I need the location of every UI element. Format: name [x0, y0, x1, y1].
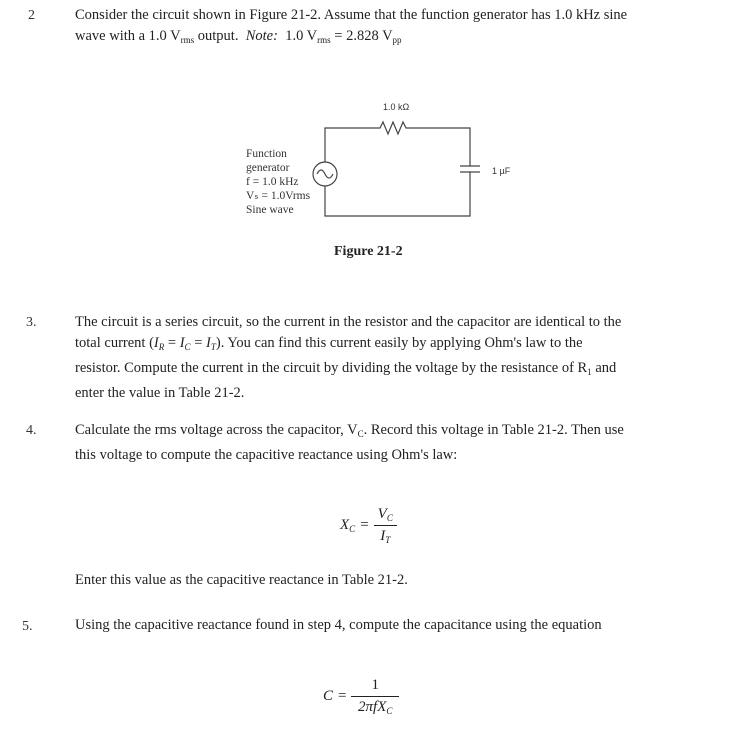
eq2-fraction	[351, 677, 399, 716]
sine-wave-icon	[317, 170, 333, 178]
step-2-line-2	[75, 26, 725, 51]
capacitance-equation	[323, 677, 399, 716]
step-3-line-3	[75, 358, 725, 383]
step-3-line-3-pre: resistor. Compute the current in the circuit by dividing the voltage by the resistance of R	[75, 360, 588, 376]
step-4-line-1-pre: Calculate the rms voltage across the capacitor, V	[75, 422, 358, 438]
current-ic-sub: C	[184, 342, 191, 352]
current-ir-sub: R	[158, 342, 165, 352]
step-number-2: 2	[28, 8, 35, 23]
eq1-equals: =	[360, 517, 369, 533]
step-4-after: Enter this value as the capacitive reactance in Table 21-2.	[75, 572, 408, 588]
r1-subscript: 1	[587, 367, 592, 377]
note-text: 1.0 V	[285, 28, 318, 44]
eq1-num-sub: C	[386, 513, 393, 523]
figure-caption: Figure 21-2	[334, 244, 403, 259]
eq2-equals: =	[338, 688, 347, 704]
step-4-line-2: this voltage to compute the capacitive reactance using Ohm's law:	[75, 447, 458, 463]
generator-line-2: generator	[246, 162, 290, 174]
step-3-line-2-a: total current (	[75, 335, 154, 351]
step-number-5: 5.	[22, 619, 33, 634]
eq1-lhs-var: X	[340, 517, 350, 533]
generator-line-4: Vₛ = 1.0Vrms	[246, 190, 311, 202]
step-5-line-1: Using the capacitive reactance found in step 4, compute the capacitance using the equation	[75, 617, 602, 633]
step-4-paragraph	[75, 420, 725, 466]
equals-1: =	[164, 335, 180, 351]
generator-line-1: Function	[246, 148, 287, 160]
step-number-4: 4.	[26, 423, 37, 438]
eq1-den-var: I	[380, 528, 386, 544]
step-3-paragraph	[75, 312, 725, 404]
generator-line-5: Sine wave	[246, 204, 294, 216]
eq2-numerator: 1	[351, 677, 399, 697]
wire-bottom	[335, 172, 470, 216]
note-pp-subscript: pp	[392, 35, 402, 45]
resistor-label: 1.0 kΩ	[383, 102, 410, 112]
note-rms-subscript: rms	[317, 35, 331, 45]
equals-2: =	[190, 335, 206, 351]
wire-top-right	[416, 128, 470, 166]
eq1-fraction	[374, 506, 397, 545]
step-3-line-3-post: and	[591, 360, 617, 376]
wire-bottom-left	[325, 186, 335, 216]
rms-subscript: rms	[180, 35, 195, 45]
step-4-line-1-post: . Record this voltage in Table 21-2. Then use	[363, 422, 624, 438]
eq2-denominator	[354, 697, 396, 716]
note-mid: = 2.828 V	[330, 28, 393, 44]
note-label: Note:	[245, 28, 278, 44]
step-2-text: wave with a 1.0 V	[75, 28, 181, 44]
eq1-lhs	[340, 517, 355, 534]
eq1-numerator	[374, 506, 397, 526]
reactance-equation	[340, 506, 397, 545]
current-it: I	[206, 335, 211, 351]
step-4-line-1	[75, 420, 725, 445]
step-2-text-post: output.	[194, 28, 239, 44]
generator-line-3: f = 1.0 kHz	[246, 176, 299, 188]
step-2-paragraph	[75, 5, 725, 51]
eq2-den-var: 2πfX	[358, 699, 387, 715]
step-3-line-2-b: ). You can find this current easily by applying Ohm's law to the	[215, 335, 583, 351]
step-3-line-1: The circuit is a series circuit, so the current in the resistor and the capacitor are identical to the	[75, 314, 622, 330]
generator-description	[246, 147, 310, 217]
step-2-line-1: Consider the circuit shown in Figure 21-2. Assume that the function generator has 1.0 kHz sine	[75, 7, 628, 23]
wire-top-left	[325, 128, 370, 162]
capacitor-label: 1 µF	[492, 166, 511, 176]
resistor-symbol	[370, 122, 416, 134]
current-ic: I	[179, 335, 185, 351]
eq2-den-sub: C	[386, 706, 393, 716]
current-ir: I	[153, 335, 159, 351]
vc-subscript: C	[357, 429, 364, 439]
eq1-den-sub: T	[385, 535, 391, 545]
eq1-denominator	[376, 526, 394, 545]
step-number-3: 3.	[26, 315, 37, 330]
step-3-line-4: enter the value in Table 21-2.	[75, 385, 245, 401]
eq2-lhs: C	[323, 688, 334, 704]
eq1-lhs-sub: C	[349, 524, 356, 534]
current-it-sub: T	[210, 342, 216, 352]
eq1-num-var: V	[377, 506, 387, 522]
step-3-line-2	[75, 333, 725, 358]
